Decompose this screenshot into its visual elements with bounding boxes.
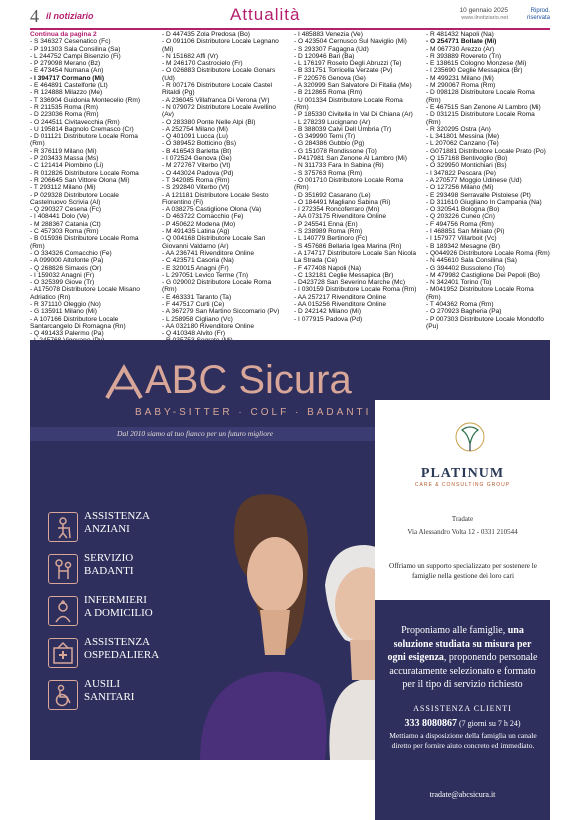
listing-entry: - N 445610 Sala Consilina (Sa) (426, 257, 517, 265)
listing-entry: - R 481432 Napoli (Na) (426, 31, 494, 38)
listing-entry: - AA 257217 Rivenditore Online (294, 293, 387, 301)
listing-entry: - R 211535 Roma (Rm) (30, 103, 99, 111)
listing-entry: - C 423571 Casoria (Na) (162, 257, 234, 265)
listing-entry: - T 342085 Roma (Rm) (162, 176, 230, 184)
listing-entry: - P 029328 Distributore Locale Castelnuovo Scrivia (Al) (30, 191, 119, 206)
listing-entry: - B 212865 Roma (Rm) (294, 89, 363, 97)
listing-entry: - M 272767 Viterbo (Vt) (162, 162, 231, 170)
listing-entry: - R 376119 Milano (Mi) (30, 147, 97, 155)
listing-entry: Continua da pagina 2 (30, 31, 97, 38)
service-label: SERVIZIO BADANTI (84, 552, 134, 577)
listing-entry: - D423728 San Severino Marche (Mc) (294, 279, 406, 287)
listing-entry: - O 001710 Distributore Locale Roma (Rm) (294, 176, 404, 192)
listing-entry: - S 375763 Roma (Rm) (294, 169, 363, 177)
listing-entry: - F 477408 Napoli (Na) (294, 264, 362, 272)
logo-a-icon (105, 366, 143, 400)
listing-entry: - L 258958 Cigliano (Vc) (162, 315, 233, 323)
listing-entry: - G 394402 Bussoleno (To) (426, 264, 505, 272)
listing-entry: - I 272354 Roncoferraro (Mn) (294, 206, 380, 214)
listing-entry: - D 098128 Distributore Locale Roma (Rm) (426, 89, 535, 104)
listing-entry: - A 270577 Moggio Udinese (Ud) (426, 176, 522, 184)
phone-number[interactable]: 333 8080867 (404, 718, 457, 729)
listing-entry: - L 341801 Messina (Me) (426, 133, 500, 141)
listing-entry: - S 292840 Viterbo (Vt) (162, 184, 230, 192)
listing-entry: - D 223036 Roma (Rm) (30, 111, 99, 119)
platinum-address: Via Alessandro Volta 12 - 0331 210544 (407, 528, 518, 536)
wheelchair-icon (48, 680, 78, 710)
listing-entry: - R 206645 San Vittore Olona (Mi) (30, 176, 130, 184)
listing-entry: - G 151078 Rondissone (To) (294, 147, 377, 155)
phone-hours: (7 giorni su 7 h 24) (456, 719, 521, 728)
listing-entry: - A 367279 San Martino Siccomario (Pv) (162, 308, 280, 316)
listing-column-3 (294, 31, 418, 337)
listing-entry: - B 388039 Calvi Dell Umbria (Tr) (294, 125, 392, 133)
listing-entry: - Q 004168 Distributore Locale San Giovanni Valdarno (Ar) (162, 235, 266, 250)
hospital-icon (48, 638, 78, 668)
listing-entry: - N 151682 Affi (Vr) (162, 52, 219, 60)
listing-entry: - Q 290327 Cesena (Fc) (30, 206, 102, 214)
listing-entry: - O 184491 Magliano Sabina (Ri) (294, 198, 391, 206)
listing-entry: - R 393889 Rovereto (Tn) (426, 52, 502, 60)
listing-entry: - L 176197 Roseto Degli Abruzzi (Te) (294, 60, 402, 68)
listing-entry: - I 408441 Dolo (Ve) (30, 213, 90, 221)
listing-entry: - P 191303 Sala Consilina (Sa) (30, 45, 121, 53)
brand-tagline: BABY-SITTER · COLF · BADANTI (135, 407, 372, 418)
listing-entry: - B 015936 Distributore Locale Roma (Rm) (30, 235, 139, 250)
caregiver-icon (48, 554, 78, 584)
listing-entry: - P 007303 Distributore Locale Mondolfo (Pu) (426, 315, 544, 330)
listing-entry: - L 140779 Bertinoro (Fc) (294, 235, 368, 243)
listing-entry: - I 347822 Pescara (Pe) (426, 169, 497, 177)
listing-entry: - G 135911 Milano (Mi) (30, 308, 97, 316)
listing-entry: - T 336904 Guidonia Montecelio (Rm) (30, 96, 141, 104)
listing-entry: - AA 236741 Rivenditore Online (162, 249, 255, 257)
listing-entry: - P 245541 Enna (En) (294, 220, 358, 228)
listing-entry: - R 007176 Distributore Locale Castel Ritaldi (Pg) (162, 82, 272, 97)
listing-entry: - A 320999 San Salvatore Di Fitalia (Me) (294, 82, 412, 90)
service-label: ASSISTENZA OSPEDALIERA (84, 636, 160, 661)
platinum-intro: Offriamo un supporto specializzato per sostenere le famiglie nella gestione dei loro cari (389, 562, 537, 580)
listing-entry: - Q 157168 Bentivoglio (Bo) (426, 155, 508, 163)
page-header (30, 5, 550, 28)
listing-entry: - O 320541 Bologna (Bo) (426, 206, 500, 214)
phone-line[interactable] (375, 718, 550, 729)
listing-entry: - I 030159 Distributore Locale Roma (Rm) (294, 286, 417, 294)
listing-entry: - B 331751 Torricella Verzate (Pv) (294, 67, 393, 75)
listing-entry: - I 072524 Genova (Ge) (162, 155, 232, 163)
listing-entry: - F 494756 Roma (Rm) (426, 220, 494, 228)
listing-entry: - P417981 San Zenone Al Lambro (Mi) (294, 155, 407, 163)
listing-entry: - R 320295 Ostra (An) (426, 125, 491, 133)
listing-entry: - S 346327 Cesenatico (Fc) (30, 38, 111, 46)
listing-entry: - P 203433 Massa (Ms) (30, 155, 99, 163)
listing-entry: - D 463722 Comacchio (Fe) (162, 213, 244, 221)
listing-entry: - Q 491433 Palermo (Pa) (30, 330, 104, 338)
listing-entry: - Q 203226 Cuneo (Cn) (426, 213, 495, 221)
listing-entry: - A175078 Distributore Locale Misano Adriatico (Rn) (30, 286, 140, 301)
listing-entry: - A 038275 Castiglione Olona (Va) (162, 206, 262, 214)
listing-entry: - C 457303 Roma (Rm) (30, 228, 99, 236)
listing-entry: - T 404362 Roma (Rm) (426, 300, 494, 308)
listing-entry: - D 011121 Distributore Locale Roma (Rm) (30, 133, 138, 148)
listing-entry: - U 195814 Bagnolo Cremasco (Cr) (30, 125, 134, 133)
listing-entry: - D 120946 Bari (Ba) (294, 52, 355, 60)
listing-entry: - A 236045 Villafranca Di Verona (Vr) (162, 96, 270, 104)
service-label: INFERMIERI A DOMICILIO (84, 594, 153, 619)
listing-entry: - R 371110 Oleggio (No) (30, 300, 101, 308)
listing-entry: - O 127256 Milano (Mi) (426, 184, 494, 192)
listing-entry: - E 293498 Serravalle Pistoiese (Pt) (426, 191, 531, 199)
listing-entry: - D 031215 Distributore Locale Roma (Rm) (426, 111, 535, 126)
listing-entry: - P 450622 Modena (Mo) (162, 220, 236, 228)
listing-entry: - AA 015256 Rivenditore Online (294, 300, 387, 308)
listing-entry: - A 121181 Distributore Locale Sesto Fiorentino (Fi) (162, 191, 269, 206)
listing-entry: - AA 032180 Rivenditore Online (162, 322, 255, 330)
abc-sicura-ad[interactable] (30, 340, 550, 799)
listing-entry: - S 238989 Roma (Rm) (294, 228, 363, 236)
listing-entry: - F 447517 Curti (Ce) (162, 300, 225, 308)
issue-date: 10 gennaio 2025 (459, 7, 508, 14)
section-title: Attualità (230, 5, 301, 24)
listing-entry: - M 479982 Castiglione Dei Pepoli (Bo) (426, 271, 540, 279)
clients-label: ASSISTENZA CLIENTI (413, 704, 512, 713)
listing-entry: - A 174717 Distributore Locale San Nicola La Strada (Ce) (294, 249, 417, 265)
listing-entry: - P 185330 Civitella In Val Di Chiana (Ar) (294, 111, 413, 119)
listing-entry: - I 157977 Villarboit (Vc) (426, 235, 497, 243)
listing-entry: - I 485883 Venezia (Ve) (294, 31, 363, 38)
listing-entry: - G071881 Distributore Locale Prato (Po) (426, 147, 546, 155)
listing-entry: - S 293307 Fagagna (Ud) (294, 45, 369, 53)
listing-entry: - E 467515 San Zenone Al Lambro (Mi) (426, 103, 541, 111)
listing-entry: - O 334326 Comacchio (Fe) (30, 249, 112, 257)
since-slogan: Dal 2010 siamo al tuo fianco per un futuro migliore (117, 429, 273, 438)
listing-entry: - R 124888 Milazzo (Me) (30, 89, 103, 97)
listing-entry: - G 284386 Gubbio (Pg) (294, 140, 365, 148)
nurse-icon (48, 596, 78, 626)
listing-entry: - L 207062 Canzano (Te) (426, 140, 499, 148)
page-number: 4 (30, 6, 39, 26)
listing-entry: - O 244511 Civitavecchia (Rm) (30, 118, 120, 126)
listing-entry: - R 012826 Distributore Locale Roma (30, 169, 139, 177)
listing-entry: - L 244752 Campi Bisenzio (Fi) (30, 52, 121, 60)
listing-entry: - Q044926 Distributore Locale Roma (Rm) (426, 249, 550, 257)
listing-entry: - N 342401 Torino (To) (426, 279, 492, 287)
elderly-icon (48, 512, 78, 542)
listing-entry: - I 235690 Ceglie Messapica (Br) (426, 67, 523, 75)
repro-line2: riservata (526, 15, 550, 21)
brand-name: ABC Sicura (145, 358, 352, 402)
listing-entry: - I 468851 San Miniato (Pi) (426, 228, 505, 236)
reproduction-notice (527, 8, 550, 22)
platinum-navy-box (375, 600, 550, 820)
listing-entry: - AA 073175 Rivenditore Online (294, 213, 387, 221)
service-label: AUSILI SANITARI (84, 678, 135, 703)
listing-entry: - P 279098 Merano (Bz) (30, 60, 101, 68)
listing-entry: - E 463331 Taranto (Ta) (162, 293, 232, 301)
paper-name: il notiziario (46, 11, 94, 21)
listing-entry: - Q 401091 Lucca (Lu) (162, 133, 228, 141)
listing-entry: - L 278239 Lucignano (Ar) (294, 118, 371, 126)
repro-line1: Riprod. (530, 8, 550, 14)
listing-entry: - L 297051 Levico Terme (Tn) (162, 271, 249, 279)
listing-entry: - M 067730 Arezzo (Ar) (426, 45, 495, 53)
listing-entry: - O 091106 Distributore Locale Legnano (Mi) (162, 38, 279, 53)
listing-entry: - M 499231 Milano (Mi) (426, 74, 494, 82)
listing-entry: - I 159032 Anagni (Fr) (30, 271, 95, 279)
website-link[interactable]: www.ilnotiziario.net (461, 15, 508, 21)
listing-entry: - U 001334 Distributore Locale Roma (Rm) (294, 96, 403, 111)
listing-entry: - D 447435 Zola Predosa (Bo) (162, 31, 250, 38)
listing-entry: - O 443024 Padova (Pd) (162, 169, 234, 177)
listing-entry: - A 107166 Distributore Locale Santarcangelo Di Romagna (Rn) (30, 315, 126, 330)
listing-entry: - D 311610 Giugliano In Campania (Na) (426, 198, 542, 206)
listing-entry: - E 320015 Anagni (Fr) (162, 264, 229, 272)
platinum-box (375, 400, 550, 799)
platinum-commitment: Mettiamo a disposizione della famiglia un canale diretto per fornire aiuto concreto ed immediato. (389, 731, 537, 750)
listing-entry: - M041952 Distributore Locale Roma (Rm) (426, 286, 534, 301)
listing-entry: - B 416543 Barletta (Bt) (162, 147, 232, 155)
listing-entry: - S 457686 Bellaria Igea Marina (Rn) (294, 242, 402, 250)
listing-entry: - E 138615 Cologno Monzese (Mi) (426, 60, 527, 68)
listing-entry: - A 252754 Milano (Mi) (162, 125, 228, 133)
listing-entry: - O 270923 Bagheria (Pa) (426, 308, 502, 316)
listing-entry: - A 099000 Altofonte (Pa) (30, 257, 104, 265)
header-rule (30, 28, 550, 30)
listing-entry: - F 220576 Genova (Ge) (294, 74, 366, 82)
listing-entry: - O 026883 Distributore Locale Gonars (Ud) (162, 67, 276, 82)
listing-entry: - M 246170 Castrocielo (Fr) (162, 60, 243, 68)
platinum-name: PLATINUM (420, 466, 505, 481)
listing-entry: - G 029002 Distributore Locale Roma (Rm) (162, 279, 272, 294)
listing-entry: - T 293112 Milano (Mi) (30, 184, 96, 192)
listing-entry: - N 311733 Fara In Sabina (Ri) (294, 162, 384, 170)
listing-columns (30, 31, 550, 337)
platinum-pitch: Proponiamo alle famiglie, una soluzione studiata su misura per ogni esigenza, proponendo personale accuratamente selezionato e formato per il tipo di servizio richiesto (387, 625, 538, 690)
listing-entry: - E 473454 Numana (An) (30, 67, 104, 75)
listing-entry: - O 325399 Giove (Tr) (30, 279, 95, 287)
listing-entry: - C 121414 Piombino (Li) (30, 162, 104, 170)
email-link[interactable]: tradate@abcsicura.it (429, 790, 496, 799)
listing-entry: - C 132181 Ceglie Messapica (Br) (294, 271, 394, 279)
listing-column-1 (30, 31, 154, 337)
listing-entry: - Q 410348 Alvito (Fr) (162, 330, 226, 338)
listing-entry: - O 254771 Bollate (Mi) (426, 38, 497, 46)
listing-entry: - I 077915 Padova (Pd) (294, 315, 363, 323)
listing-entry: - I 394717 Cormano (Mi) (30, 74, 105, 82)
listing-column-2 (162, 31, 286, 337)
listing-entry: - D 242142 Milano (Mi) (294, 308, 362, 316)
listing-entry: - N 079072 Distributore Locale Avellino (Av) (162, 103, 276, 119)
listing-column-4 (426, 31, 550, 337)
listing-entry: - G 349990 Terni (Tr) (294, 133, 356, 141)
listing-entry: - O 423504 Cernusco Sul Naviglio (Mi) (294, 38, 407, 46)
listing-entry: - O 329950 Montichiari (Bs) (426, 162, 507, 170)
listing-entry: - E 464891 Castelforte (Lt) (30, 82, 108, 90)
listing-entry: - M 491435 Latina (Ag) (162, 228, 230, 236)
platinum-subtitle: CARE & CONSULTING GROUP (414, 482, 511, 488)
service-label: ASSISTENZA ANZIANI (84, 510, 151, 535)
listing-entry: - M 290067 Roma (Rm) (426, 82, 496, 90)
listing-entry: - O 283380 Ponte Nelle Alpi (Bl) (162, 118, 256, 126)
platinum-city: Tradate (451, 515, 474, 523)
listing-entry: - Q 268826 Simaxis (Or) (30, 264, 102, 272)
listing-entry: - M 288367 Catania (Ct) (30, 220, 101, 228)
listing-entry: - B 189342 Mesagne (Br) (426, 242, 501, 250)
platinum-logo-icon (450, 420, 490, 454)
listing-entry: - D 351692 Casarano (Le) (294, 191, 371, 199)
listing-entry: - O 389452 Botticino (Bs) (162, 140, 237, 148)
